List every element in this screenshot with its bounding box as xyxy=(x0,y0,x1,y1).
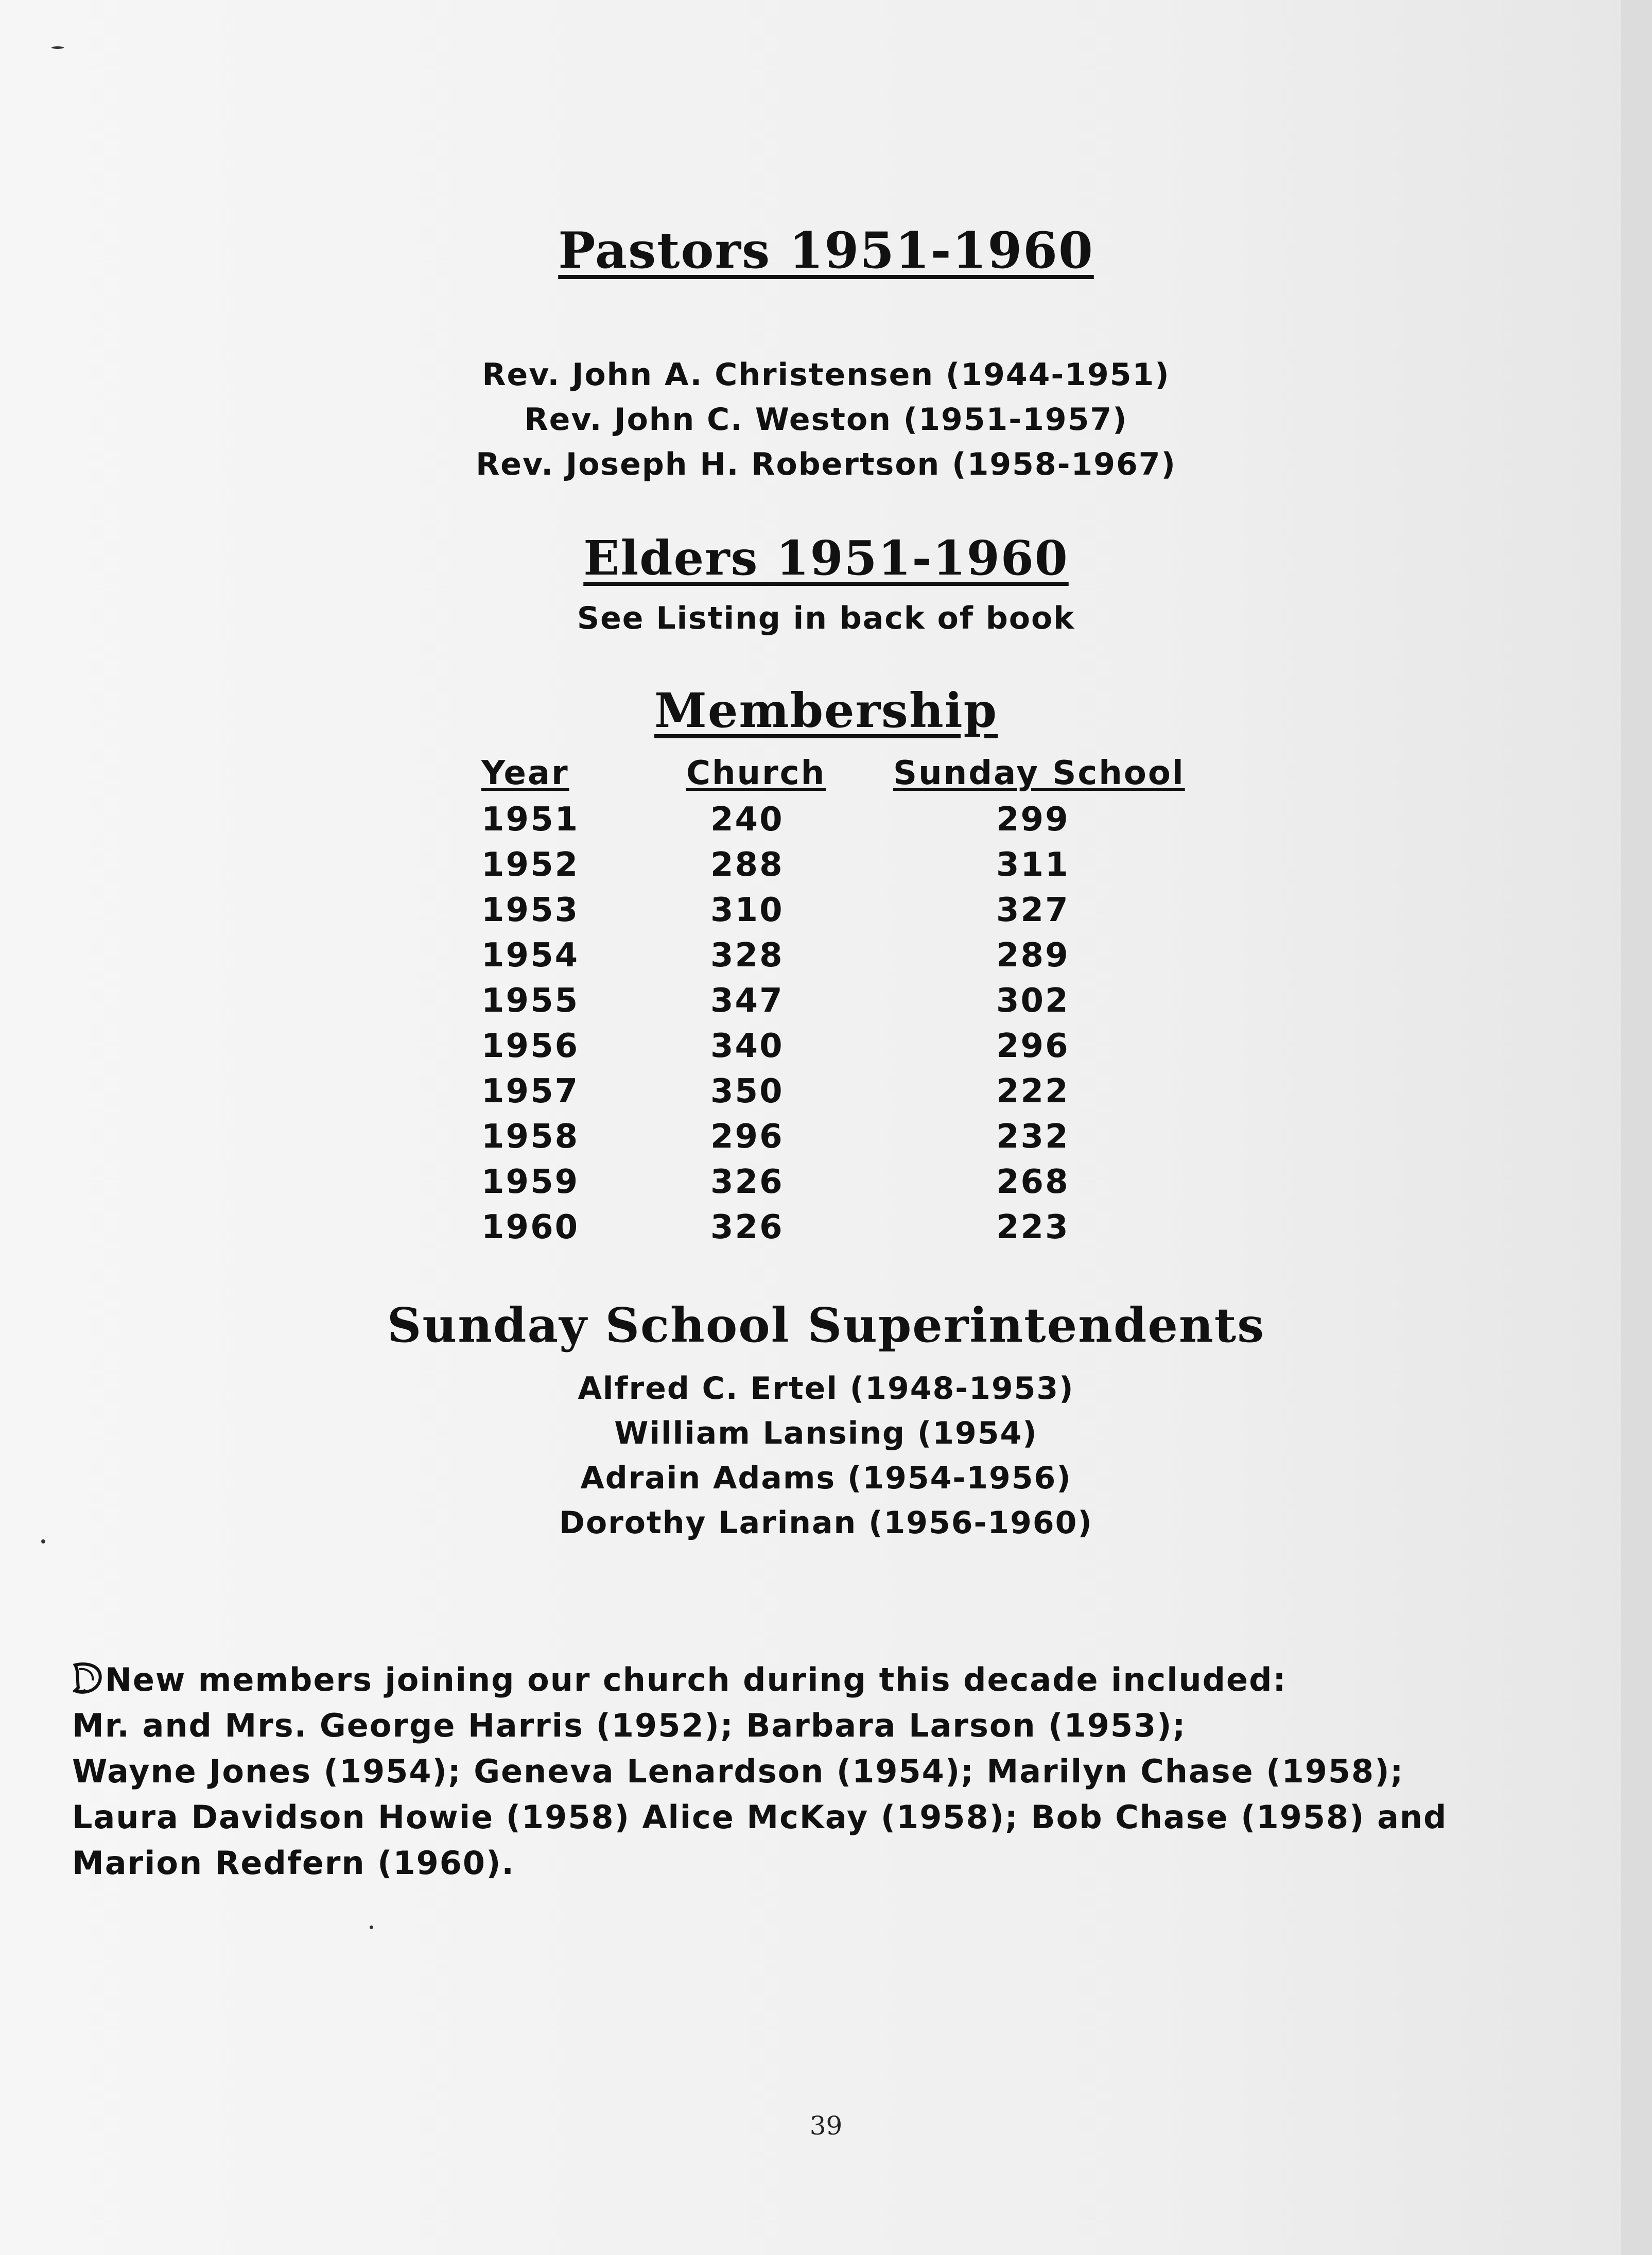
row-sunday-school: 302 xyxy=(996,982,1070,1020)
row-year: 1960 xyxy=(481,1208,580,1246)
elders-heading: Elders 1951-1960 xyxy=(583,530,1069,586)
row-sunday-school: 232 xyxy=(996,1118,1070,1156)
new-members-line-1 xyxy=(72,1657,1596,1703)
superintendent-line-4: Dorothy Larinan (1956-1960) xyxy=(559,1505,1093,1541)
row-year: 1958 xyxy=(481,1118,580,1156)
ornate-initial-icon xyxy=(72,1660,103,1692)
superintendent-line-2: William Lansing (1954) xyxy=(614,1415,1038,1451)
scan-speck xyxy=(51,46,64,49)
row-sunday-school: 222 xyxy=(996,1072,1070,1111)
row-church: 350 xyxy=(710,1072,784,1111)
pastors-heading: Pastors 1951-1960 xyxy=(558,221,1094,280)
row-church: 326 xyxy=(710,1208,784,1246)
new-members-line-5: Marion Redfern (1960). xyxy=(72,1844,515,1882)
membership-col-sunday-school: Sunday School xyxy=(893,754,1185,792)
row-sunday-school: 268 xyxy=(996,1163,1070,1201)
row-year: 1953 xyxy=(481,891,580,929)
row-sunday-school: 296 xyxy=(996,1027,1070,1065)
new-members-line-4: Laura Davidson Howie (1958) Alice McKay (1958); Bob Chase (1958) and xyxy=(72,1798,1448,1836)
scan-speck xyxy=(370,1926,373,1929)
row-sunday-school: 299 xyxy=(996,801,1070,839)
row-year: 1952 xyxy=(481,846,580,884)
elders-note: See Listing in back of book xyxy=(577,600,1075,636)
new-members-paragraph xyxy=(72,1657,1596,1886)
row-church: 288 xyxy=(710,846,784,884)
scan-speck xyxy=(41,1539,45,1543)
row-year: 1954 xyxy=(481,936,580,975)
new-members-intro: New members joining our church during this decade included: xyxy=(105,1661,1287,1698)
pastor-line-1: Rev. John A. Christensen (1944-1951) xyxy=(482,357,1170,393)
row-year: 1957 xyxy=(481,1072,580,1111)
membership-col-church: Church xyxy=(686,754,826,792)
pastor-line-3: Rev. Joseph H. Robertson (1958-1967) xyxy=(476,446,1176,482)
row-year: 1951 xyxy=(481,801,580,839)
row-sunday-school: 311 xyxy=(996,846,1070,884)
row-year: 1956 xyxy=(481,1027,580,1065)
row-church: 240 xyxy=(710,801,784,839)
row-sunday-school: 327 xyxy=(996,891,1070,929)
row-year: 1959 xyxy=(481,1163,580,1201)
row-year: 1955 xyxy=(481,982,580,1020)
row-sunday-school: 289 xyxy=(996,936,1070,975)
row-church: 328 xyxy=(710,936,784,975)
row-sunday-school: 223 xyxy=(996,1208,1070,1246)
new-members-line-3: Wayne Jones (1954); Geneva Lenardson (1954); Marilyn Chase (1958); xyxy=(72,1753,1404,1790)
superintendent-line-3: Adrain Adams (1954-1956) xyxy=(580,1460,1072,1496)
membership-heading: Membership xyxy=(654,683,998,738)
row-church: 340 xyxy=(710,1027,784,1065)
new-members-line-2: Mr. and Mrs. George Harris (1952); Barbara Larson (1953); xyxy=(72,1707,1187,1744)
page-edge-shadow xyxy=(1621,0,1652,2255)
row-church: 326 xyxy=(710,1163,784,1201)
pastor-line-2: Rev. John C. Weston (1951-1957) xyxy=(524,402,1128,438)
row-church: 296 xyxy=(710,1118,784,1156)
row-church: 347 xyxy=(710,982,784,1020)
page-number: 39 xyxy=(809,2111,843,2141)
row-church: 310 xyxy=(710,891,784,929)
superintendent-line-1: Alfred C. Ertel (1948-1953) xyxy=(578,1371,1074,1407)
membership-col-year: Year xyxy=(481,754,569,792)
superintendents-heading: Sunday School Superintendents xyxy=(387,1297,1265,1353)
